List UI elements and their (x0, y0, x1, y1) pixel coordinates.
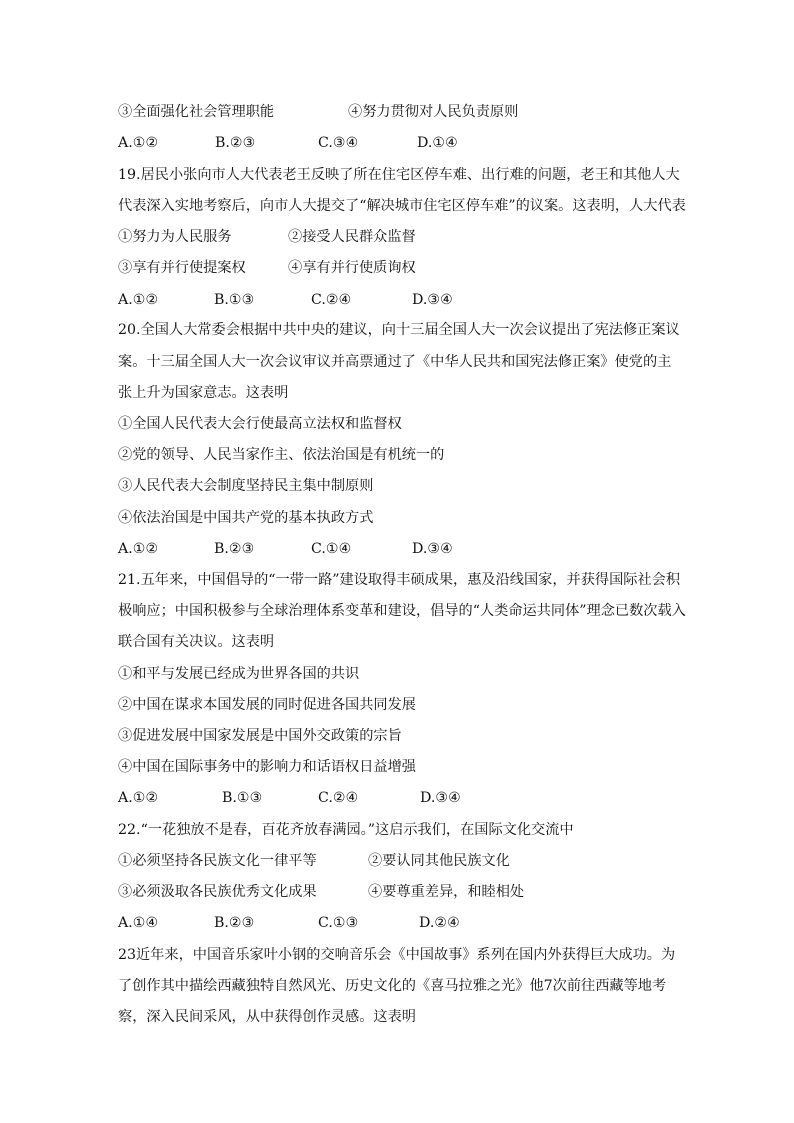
answer-choice: B.②③ (214, 541, 255, 557)
question-text: 23近年来，中国音乐家叶小钢的交响音乐会《中国故事》系列在国内外获得巨大成功。为 (118, 947, 676, 963)
option-item: ④依法治国是中国共产党的基本执政方式 (118, 510, 374, 526)
option-item: ②要认同其他民族文化 (368, 853, 510, 869)
question-text: 21.五年来，中国倡导的“一带一路”建设取得丰硕成果，惠及沿线国家，并获得国际社会积 (118, 572, 681, 588)
answer-choice: A.①② (118, 790, 159, 806)
answer-choice: C.②④ (318, 790, 359, 806)
option-item: ③享有并行使提案权 (118, 260, 246, 276)
answer-choice: B.①③ (214, 292, 255, 308)
answer-choice: B.②③ (215, 135, 256, 151)
option-item: ③必须汲取各民族优秀文化成果 (118, 884, 317, 900)
question-text: 代表深入实地考察后，向市人大提交了“解决城市住宅区停车难”的议案。这表明，人大代表 (118, 198, 686, 214)
option-item: ①和平与发展已经成为世界各国的共识 (118, 666, 360, 682)
question-text: 案。十三届全国人大一次会议审议并高票通过了《中华人民共和国宪法修正案》使党的主 (118, 354, 672, 370)
answer-choice: C.③④ (318, 135, 359, 151)
question-text: 察，深入民间采风，从中获得创作灵感。这表明 (118, 1009, 416, 1025)
option-item: ②接受人民群众监督 (288, 229, 416, 245)
answer-choices (118, 290, 678, 310)
answer-choice: D.①④ (417, 135, 458, 151)
option-item: ③全面强化社会管理职能 (118, 104, 275, 120)
answer-choice: C.②④ (311, 292, 352, 308)
question-text: 19.居民小张向市人大代表老王反映了所在住宅区停车难、出行难的问题，老王和其他人大 (118, 167, 680, 183)
option-line (118, 258, 678, 278)
question-text: 联合国有关决议。这表明 (118, 634, 275, 650)
option-item: ②党的领导、人民当家作主、依法治国是有机统一的 (118, 447, 445, 463)
option-item: ③人民代表大会制度坚持民主集中制原则 (118, 478, 374, 494)
answer-choice: D.③④ (412, 292, 453, 308)
option-item: ④中国在国际事务中的影响力和话语权日益增强 (118, 759, 416, 775)
option-item: ③促进发展中国家发展是中国外交政策的宗旨 (118, 728, 402, 744)
option-item: ①全国人民代表大会行使最高立法权和监督权 (118, 416, 402, 432)
answer-choice: C.①③ (318, 915, 359, 931)
answer-choice: B.②③ (214, 915, 255, 931)
option-item: ④要尊重差异，和睦相处 (368, 884, 525, 900)
option-line (118, 851, 678, 871)
option-item: ①努力为人民服务 (118, 229, 232, 245)
option-item: ①必须坚持各民族文化一律平等 (118, 853, 317, 869)
question-text: 20.全国人大常委会根据中共中央的建议，向十三届全国人大一次会议提出了宪法修正案议 (118, 322, 680, 338)
answer-choice: A.①② (118, 292, 159, 308)
option-item: ④享有并行使质询权 (288, 260, 416, 276)
option-line (118, 882, 678, 902)
answer-choices (118, 788, 678, 808)
answer-choice: D.③④ (420, 790, 461, 806)
answer-choices (118, 913, 678, 933)
answer-choice: A.①② (118, 135, 159, 151)
question-text: 极响应；中国积极参与全球治理体系变革和建设，倡导的“人类命运共同体”理念已数次载入 (118, 603, 686, 619)
answer-choice: A.①④ (118, 915, 159, 931)
option-line (118, 102, 678, 122)
answer-choice: A.①② (118, 541, 159, 557)
answer-choice: D.②④ (419, 915, 460, 931)
option-line (118, 227, 678, 247)
answer-choices (118, 539, 678, 559)
question-text: 了创作其中描绘西藏独特自然风光、历史文化的《喜马拉雅之光》他7次前往西藏等地考 (118, 978, 667, 994)
question-text: 22.“一花独放不是春，百花齐放春满园。”这启示我们，在国际文化交流中 (118, 822, 574, 838)
answer-choice: D.③④ (412, 541, 453, 557)
question-text: 张上升为国家意志。这表明 (118, 385, 289, 401)
option-item: ④努力贯彻对人民负责原则 (348, 104, 519, 120)
answer-choice: B.①③ (222, 790, 263, 806)
option-item: ②中国在谋求本国发展的同时促进各国共同发展 (118, 697, 416, 713)
answer-choices (118, 133, 678, 153)
answer-choice: C.①④ (311, 541, 352, 557)
